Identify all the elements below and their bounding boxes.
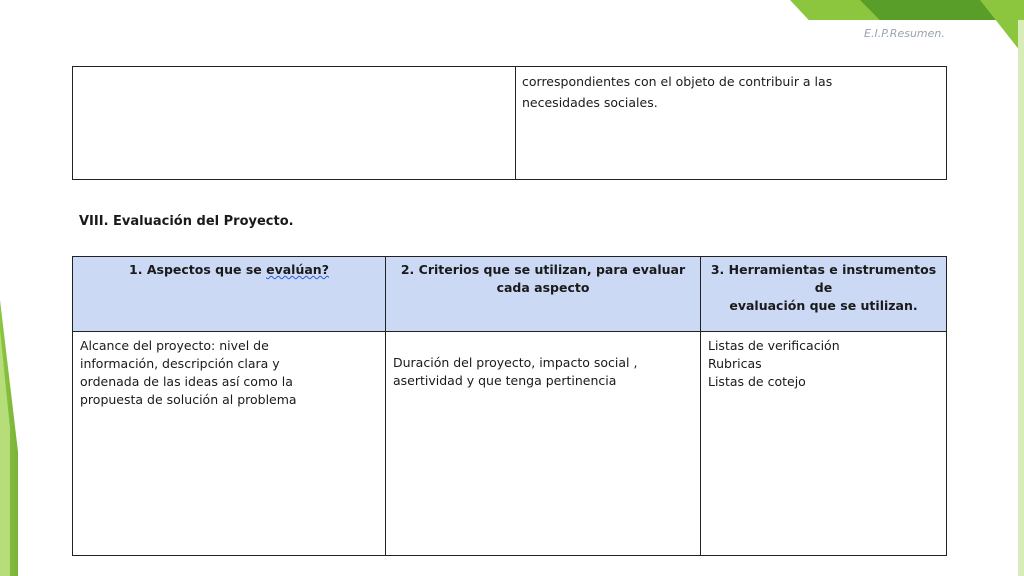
right-edge-accent [1018,20,1024,576]
list-item: Listas de verificación [708,338,840,353]
evaluation-table [72,256,947,556]
aspects-cell [73,332,386,556]
header-text: 2. Criterios que se utilizan, para evaluar [400,262,686,277]
list-item: Listas de cotejo [708,374,806,389]
previous-section-table [72,66,947,180]
header-row [73,257,947,332]
tools-cell [701,332,947,556]
header-criteria [386,257,701,332]
list-item: Rubricas [708,356,762,371]
header-tools [701,257,947,332]
table-row [73,332,947,556]
header-tag: E.I.P.Resumen. [864,27,945,40]
header-aspects [73,257,386,332]
table-row [73,67,947,180]
header-text: 1. Aspectos que se [129,262,267,277]
header-text: evaluación que se utilizan. [729,298,918,313]
header-text: 3. Herramientas e instrumentos de [710,262,937,295]
empty-cell [73,67,516,180]
criteria-cell [386,332,701,556]
text-line: propuesta de solución al problema [80,392,297,407]
text-line: información, descripción clara y [80,356,280,371]
text-line: Alcance del proyecto: nivel de [80,338,269,353]
text-line: ordenada de las ideas así como la [80,374,293,389]
continued-text-cell [516,67,947,180]
text-line: correspondientes con el objeto de contribuir a las [522,74,833,89]
section-title: VIII. Evaluación del Proyecto. [79,214,294,229]
header-text: cada aspecto [496,280,590,295]
text-line: Duración del proyecto, impacto social , [393,355,638,370]
text-line: necesidades sociales. [522,95,658,110]
spellcheck-flagged-word: evalúan? [266,262,329,277]
text-line: asertividad y que tenga pertinencia [393,373,617,388]
